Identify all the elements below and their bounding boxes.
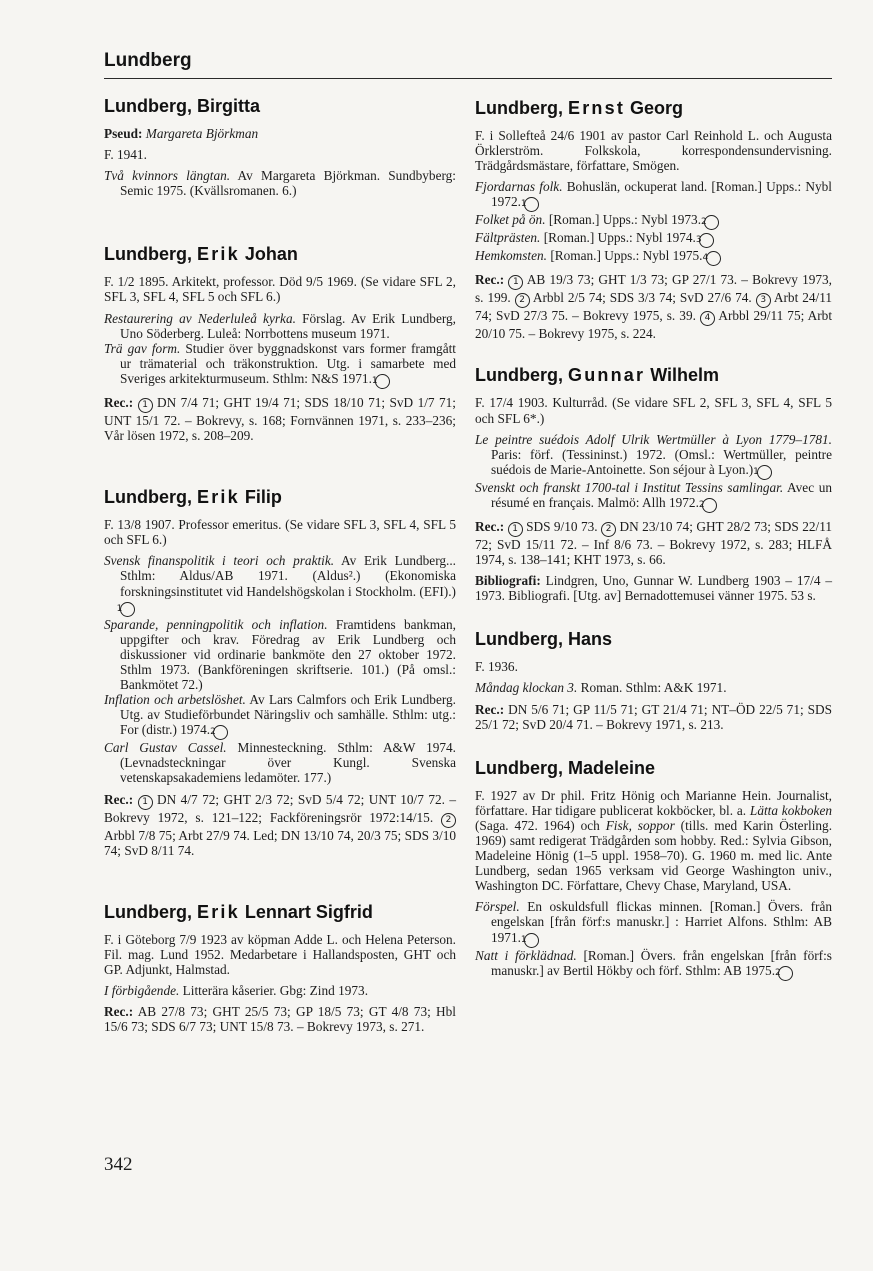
entry-heading: Lundberg, Birgitta bbox=[104, 96, 260, 116]
entry-heading: Lundberg, Madeleine bbox=[475, 757, 656, 778]
circled-number: 2 bbox=[441, 813, 456, 828]
entry-heading: Lundberg, Gunnar Wilhelm bbox=[475, 365, 720, 386]
bio: F. 1/2 1895. Arkitekt, professor. Död 9/5 1969. (Se vidare SFL 2, SFL 3, SFL 4, SFL 5 och SFL 6.) bbox=[104, 274, 456, 305]
work-item: Le peintre suédois Adolf Ulrik Wertmüller à Lyon 1779–1781. Paris: förf. (Tessininst.) 1972. (Omsl.: Wertmüller, peintre suédois de Marie-Antoinette. Son séjour à Lyon.) 1 bbox=[475, 432, 832, 480]
bio: F. 17/4 1903. Kulturråd. (Se vidare SFL 2, SFL 3, SFL 4, SFL 5 och SFL 6*.) bbox=[475, 395, 832, 426]
work-item: Trä gav form. Studier över byggnadskonst vars former framgått ur trämaterial och träkonstruktion. Utg. i samarbete med Sveriges arkitekturmuseum. Sthlm: N&S 1971. 1 bbox=[104, 341, 456, 389]
work-item: Hemkomsten. [Roman.] Upps.: Nybl 1975. 4 bbox=[475, 248, 832, 266]
circled-number: 2 bbox=[702, 498, 717, 513]
entry-heading: Lundberg, Erik Filip bbox=[104, 487, 282, 508]
bibliography: Bibliografi: Lindgren, Uno, Gunnar W. Lundberg 1903 – 17/4 – 1973. Bibliografi. [Utg. av] Bernadottemusei vänner 1975. 53 s. bbox=[475, 573, 832, 604]
work-item: Svensk finanspolitik i teori och praktik. Av Erik Lundberg... Sthlm: Aldus/AB 1971. (Aldus².) (Ekonomiska forskningsinstitutet vid Handelshögskolan i Stockholm. (EFI).) 1 bbox=[104, 553, 456, 616]
running-head: Lundberg bbox=[104, 50, 192, 71]
bio: F. 13/8 1907. Professor emeritus. (Se vidare SFL 3, SFL 4, SFL 5 och SFL 6.) bbox=[104, 517, 456, 548]
bio: F. i Sollefteå 24/6 1901 av pastor Carl Reinhold L. och Augusta Örklerström. Folkskola, korrespondensundervisning. Trädgårdsmästare, författare, Smögen. bbox=[475, 128, 832, 174]
circled-number: 4 bbox=[700, 311, 715, 326]
entry-heading: Lundberg, Ernst Georg bbox=[475, 98, 684, 118]
reviews: Rec.: 1 AB 19/3 73; GHT 1/3 73; GP 27/1 73. – Bokrevy 1973, s. 199. 2 Arbbl 2/5 74; SDS 3/3 74; SvD 27/6 74. 3 Arbt 24/11 74; SvD 27/3 75. – Bokrevy 1975, s. 39. 4 Arbbl 29/11 75; Arbt 20/10 75. – Bokrevy 1975, s. 224. bbox=[475, 272, 833, 342]
work-item: Svenskt och franskt 1700-tal i Institut Tessins samlingar. Avec un résumé en français. Malmö: Allh 1972. 2 bbox=[475, 480, 832, 513]
work-item: Carl Gustav Cassel. Minnesteckning. Sthlm: A&W 1974. (Levnadsteckningar över Kungl. Svenska vetenskapsakademiens ledamöter. 177.) bbox=[104, 740, 456, 786]
circled-number: 2 bbox=[515, 293, 530, 308]
circled-number: 3 bbox=[756, 293, 771, 308]
work-item: Fjordarnas folk. Bohuslän, ockuperat land. [Roman.] Upps.: Nybl 1972. 1 bbox=[475, 179, 832, 212]
entry-erik-filip bbox=[104, 485, 456, 858]
circled-number: 3 bbox=[699, 233, 714, 248]
work-item: Folket på ön. [Roman.] Upps.: Nybl 1973. 2 bbox=[475, 212, 832, 230]
left-column bbox=[104, 94, 456, 1040]
circled-number: 2 bbox=[778, 966, 793, 981]
work-item: Inflation och arbetslöshet. Av Lars Calmfors och Erik Lundberg. Utg. av Studieförbundet Näringsliv och samhälle. Sthlm: utg.: For (distr.) 1974. 2 bbox=[104, 692, 456, 740]
entry-ernst-georg bbox=[475, 96, 832, 341]
work-item: Restaurering av Nederluleå kyrka. Förslag. Av Erik Lundberg, Uno Söderberg. Luleå: Norrbottens museum 1971. bbox=[104, 310, 457, 341]
work-item: Sparande, penningpolitik och inflation. Framtidens bankman, uppgifter och krav. Föredrag av Erik Lundberg och diskussioner vid ordinarie bankmöte den 27 oktober 1972. Sthlm 1973. (Bankföreningen skriftserie. 101.) (På omsl.: Bankmötet 72.) bbox=[104, 616, 457, 692]
circled-number: 1 bbox=[375, 374, 390, 389]
header-rule bbox=[104, 78, 832, 79]
entry-heading: Lundberg, Erik Lennart Sigfrid bbox=[104, 901, 373, 922]
circled-number: 1 bbox=[508, 522, 523, 537]
work-item: Två kvinnors längtan. Av Margareta Björkman. Sundbyberg: Semic 1975. (Kvällsromanen. 6.) bbox=[104, 168, 456, 199]
entry-madeleine bbox=[475, 756, 832, 981]
entry-erik-johan bbox=[104, 242, 456, 443]
bio: F. 1936. bbox=[475, 659, 518, 675]
reviews: Rec.: 1 DN 4/7 72; GHT 2/3 72; SvD 5/4 72; UNT 10/7 72. – Bokrevy 1972, s. 121–122; Fackföreningsrör 1972:14/15. 2 Arbbl 7/8 75; Arbt 27/9 74. Led; DN 13/10 74, 20/3 75; SDS 3/10 74; SvD 8/11 74. bbox=[104, 791, 457, 858]
circled-number: 4 bbox=[706, 251, 721, 266]
pseudonym: Pseud: Margareta Björkman bbox=[104, 126, 259, 141]
work-item: Förspel. En oskuldsfull flickas minnen. [Roman.] Övers. från engelskan [från förf:s manuskr.] : Harriet Alfons. Sthlm: AB 1971. 1 bbox=[475, 899, 832, 947]
circled-number: 1 bbox=[138, 398, 153, 413]
work-item: Måndag klockan 3. Roman. Sthlm: A&K 1971. bbox=[475, 680, 727, 696]
page-number: 342 bbox=[104, 1154, 133, 1175]
bio: F. i Göteborg 7/9 1923 av köpman Adde L. och Helena Peterson. Fil. mag. Lund 1952. Medarbetare i Hallandsposten, GHT och GP. Adjunkt, Halmstad. bbox=[104, 931, 456, 977]
circled-number: 1 bbox=[120, 602, 135, 617]
bio: F. 1941. bbox=[104, 147, 147, 163]
work-item: Fältprästen. [Roman.] Upps.: Nybl 1974. 3 bbox=[475, 230, 832, 248]
reviews: Rec.: DN 5/6 71; GP 11/5 71; GT 21/4 71; NT–ÖD 22/5 71; SDS 25/1 72; SvD 20/4 71. – Bokrevy 1971, s. 213. bbox=[475, 701, 833, 732]
circled-number: 1 bbox=[138, 795, 153, 810]
work-item: Natt i förklädnad. [Roman.] Övers. från engelskan [från förf:s manuskr.] av Bertil Hökby och förf. Sthlm: AB 1975. 2 bbox=[475, 948, 832, 981]
reviews: Rec.: AB 27/8 73; GHT 25/5 73; GP 18/5 73; GT 4/8 73; Hbl 15/6 73; SDS 6/7 73; UNT 15/8 73. – Bokrevy 1973, s. 271. bbox=[104, 1004, 456, 1035]
circled-number: 2 bbox=[213, 725, 228, 740]
circled-number: 1 bbox=[757, 465, 772, 480]
reviews: Rec.: 1 DN 7/4 71; GHT 19/4 71; SDS 18/10 71; SvD 1/7 71; UNT 15/1 72. – Bokrevy, s. 168; Fornvännen 1971, s. 233–236; Vår lösen 1972, s. 208–209. bbox=[104, 394, 456, 444]
entry-erik-lennart bbox=[104, 900, 456, 1035]
circled-number: 1 bbox=[508, 275, 523, 290]
entry-birgitta bbox=[104, 94, 456, 198]
circled-number: 1 bbox=[524, 933, 539, 948]
entry-heading: Lundberg, Erik Johan bbox=[104, 244, 298, 265]
bio: F. 1927 av Dr phil. Fritz Hönig och Marianne Hein. Journalist, författare. Har tidigare publicerat kokböcker, bl. a. Lätta kokboken (Saga. 472. 1964) och Fisk, soppor (tills. med Karin Österling. 1969) samt redigerat Trädgården som hobby. Red.: Sylvia Gibson, Madeleine Hönig (1–5 uppl. 1958–70). G. 1960 m. med lic. Ante Lundberg, sedan 1965 verksam vid George Washington univ., Washington DC. Författare, Chevy Chase, Maryland, USA. bbox=[475, 787, 833, 894]
entry-gunnar-wilhelm bbox=[475, 363, 832, 603]
work-item: I förbigående. Litterära kåserier. Gbg: Zind 1973. bbox=[104, 983, 369, 998]
entry-heading: Lundberg, Hans bbox=[475, 629, 613, 650]
circled-number: 2 bbox=[601, 522, 616, 537]
right-column bbox=[475, 94, 832, 981]
entry-hans bbox=[475, 627, 832, 731]
circled-number: 1 bbox=[524, 197, 539, 212]
circled-number: 2 bbox=[704, 215, 719, 230]
reviews: Rec.: 1 SDS 9/10 73. 2 DN 23/10 74; GHT 28/2 73; SDS 22/11 72; SvD 15/11 72. – Inf 8/6 73. – Bokrevy 1972, s. 283; HLFÅ 1974, s. 138–141; KHT 1973, s. 66. bbox=[475, 518, 833, 568]
